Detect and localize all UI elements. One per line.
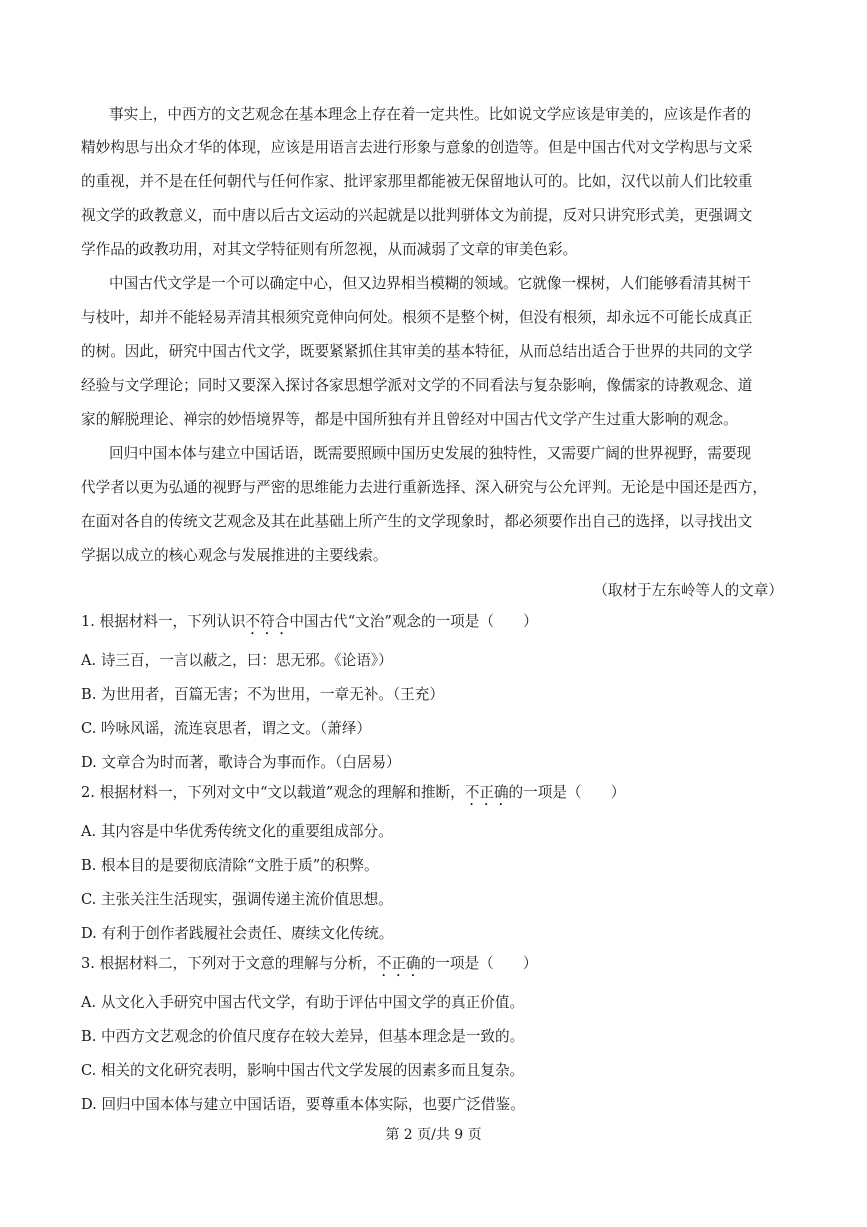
- paragraph-2-line-1: 中国古代文学是一个可以确定中心，但又边界相当模糊的领域。它就像一棵树，人们能够看清其树干: [109, 275, 752, 292]
- question-1-emphasis: 不符合: [245, 613, 290, 630]
- question-3-option-b: B. 中西方文艺观念的价值尺度存在较大差异，但基本理念是一致的。: [81, 1028, 525, 1045]
- question-2-emphasis: 不正确: [464, 784, 509, 801]
- question-2-option-a: A. 其内容是中华优秀传统文化的重要组成部分。: [81, 823, 393, 840]
- source-citation: （取材于左东岭等人的文章）: [593, 582, 783, 599]
- question-3-stem: [81, 954, 537, 980]
- paragraph-2-line-2: 与枝叶，却并不能轻易弄清其根须究竟伸向何处。根须不是整个树，但没有根须，却永远不可能长成真正: [81, 309, 753, 326]
- question-1-stem-pre: 1. 根据材料一，下列认识: [81, 613, 246, 630]
- question-2-option-d: D. 有利于创作者践履社会责任、赓续文化传统。: [81, 925, 394, 942]
- question-2-stem: [81, 783, 625, 809]
- paragraph-3-line-1: 回归中国本体与建立中国话语，既需要照顾中国历史发展的独特性，又需要广阔的世界视野，需要现: [109, 445, 752, 462]
- paragraph-1-line-5: 学作品的政教功用，对其文学特征则有所忽视，从而减弱了文章的审美色彩。: [81, 241, 578, 258]
- question-1-option-d: D. 文章合为时而著，歌诗合为事而作。（白居易）: [81, 754, 401, 771]
- question-3-option-c: C. 相关的文化研究表明，影响中国古代文学发展的因素多而且复杂。: [81, 1062, 525, 1079]
- question-1-option-c: C. 吟咏风谣，流连哀思者，谓之文。（萧绎）: [81, 720, 371, 737]
- question-1-stem: [81, 612, 538, 638]
- question-3-option-a: A. 从文化入手研究中国古代文学，有助于评估中国文学的真正价值。: [81, 994, 525, 1011]
- question-1-option-a: A. 诗三百，一言以蔽之，曰：思无邪。《论语》）: [81, 652, 393, 669]
- question-1-stem-post: 中国古代“文治”观念的一项是（ ）: [289, 613, 538, 630]
- paragraph-3-line-2: 代学者以更为弘通的视野与严密的思维能力去进行重新选择、深入研究与公允评判。无论是中国还是西方，: [81, 479, 767, 496]
- question-3-emphasis: 不正确: [376, 955, 421, 972]
- paragraph-1-line-1: 事实上，中西方的文艺观念在基本理念上存在着一定共性。比如说文学应该是审美的，应该是作者的: [109, 106, 752, 123]
- paragraph-2-line-4: 经验与文学理论；同时又要深入探讨各家思想学派对文学的不同看法与复杂影响，像儒家的诗教观念、道: [81, 377, 753, 394]
- question-2-stem-post: 的一项是（ ）: [508, 784, 626, 801]
- question-3-option-d: D. 回归中国本体与建立中国话语，要尊重本体实际，也要广泛借鉴。: [81, 1096, 525, 1113]
- paragraph-1-line-3: 的重视，并不是在任何朝代与任何作家、批评家那里都能被无保留地认可的。比如，汉代以前人们比较重: [81, 173, 753, 190]
- paragraph-1-line-4: 视文学的政教意义，而中唐以后古文运动的兴起就是以批判骈体文为前提，反对只讲究形式美，更强调文: [81, 207, 753, 224]
- question-1-option-b: B. 为世用者，百篇无害；不为世用，一章无补。（王充）: [81, 686, 444, 703]
- paragraph-2-line-3: 的树。因此，研究中国古代文学，既要紧紧抓住其审美的基本特征，从而总结出适合于世界的共同的文学: [81, 343, 753, 360]
- paragraph-3-line-4: 学据以成立的核心观念与发展推进的主要线索。: [81, 547, 388, 564]
- question-2-option-c: C. 主张关注生活现实，强调传递主流价值思想。: [81, 891, 393, 908]
- paragraph-2-line-5: 家的解脱理论、禅宗的妙悟境界等，都是中国所独有并且曾经对中国古代文学产生过重大影响的观念。: [81, 411, 738, 428]
- question-2-option-b: B. 根本目的是要彻底清除“文胜于质”的积弊。: [81, 857, 379, 874]
- question-3-stem-pre: 3. 根据材料二，下列对于文意的理解与分析，: [81, 955, 377, 972]
- paragraph-3-line-3: 在面对各自的传统文艺观念及其在此基础上所产生的文学现象时，都必须要作出自己的选择，以寻找出文: [81, 513, 753, 530]
- paragraph-1-line-2: 精妙构思与出众才华的体现，应该是用语言去进行形象与意象的创造等。但是中国古代对文学构思与文采: [81, 139, 753, 156]
- question-3-stem-post: 的一项是（ ）: [420, 955, 538, 972]
- question-2-stem-pre: 2. 根据材料一，下列对文中“文以载道”观念的理解和推断，: [81, 784, 465, 801]
- page-footer: 第 2 页/共 9 页: [385, 1127, 482, 1143]
